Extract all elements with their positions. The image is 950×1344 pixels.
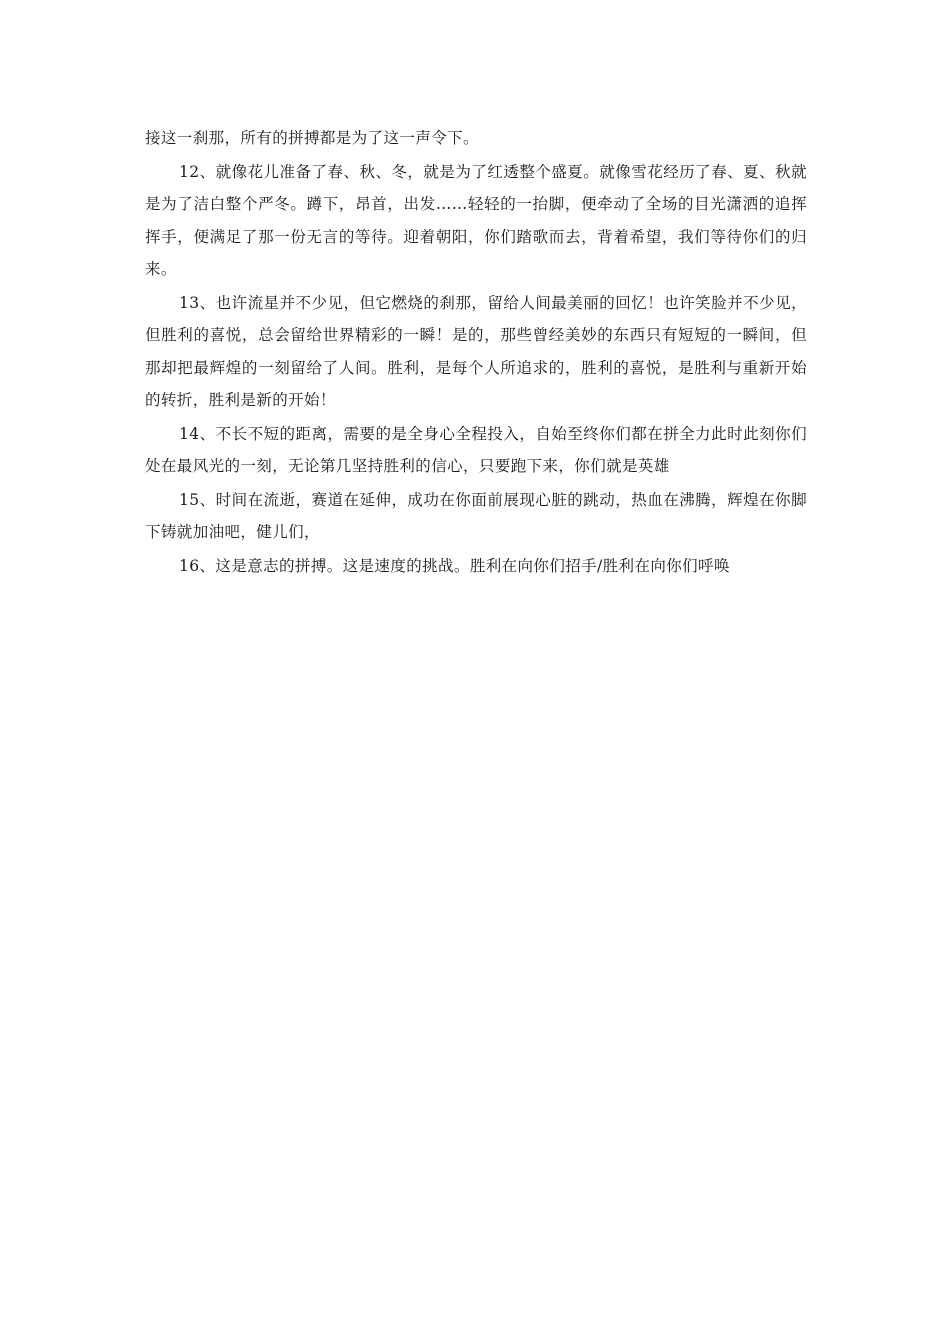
paragraph-item-16: 16、这是意志的拼搏。这是速度的挑战。胜利在向你们招手/胜利在向你们呼唤 xyxy=(179,556,730,575)
paragraph-item-12: 12、就像花儿准备了春、秋、冬，就是为了红透整个盛夏。就像雪花经历了春、夏、秋就是为了洁白整个严冬。蹲下，昂首，出发……轻轻的一抬脚，便牵动了全场的目光潇洒的追挥挥手，便满足了那一份无言的等待。迎着朝阳，你们踏歌而去，背着希望，我们等待你们的归来。 xyxy=(145,162,807,278)
paragraph-item-14: 14、不长不短的距离，需要的是全身心全程投入，自始至终你们都在拼全力此时此刻你们处在最风光的一刻，无论第几坚持胜利的信心，只要跑下来，你们就是英雄 xyxy=(145,424,807,475)
paragraph-item-15: 15、时间在流逝，赛道在延伸，成功在你面前展现心脏的跳动，热血在沸腾，辉煌在你脚下铸就加油吧，健儿们， xyxy=(145,490,807,541)
paragraph-continuation: 接这一刹那，所有的拼搏都是为了这一声令下。 xyxy=(145,129,479,147)
paragraph-item-13: 13、也许流星并不少见，但它燃烧的刹那，留给人间最美丽的回忆！也许笑脸并不少见，但胜利的喜悦，总会留给世界精彩的一瞬！是的，那些曾经美妙的东西只有短短的一瞬间，但那却把最辉煌的一刻留给了人间。胜利，是每个人所追求的，胜利的喜悦，是胜利与重新开始的转折，胜利是新的开始！ xyxy=(145,293,807,409)
document-body xyxy=(145,122,807,582)
